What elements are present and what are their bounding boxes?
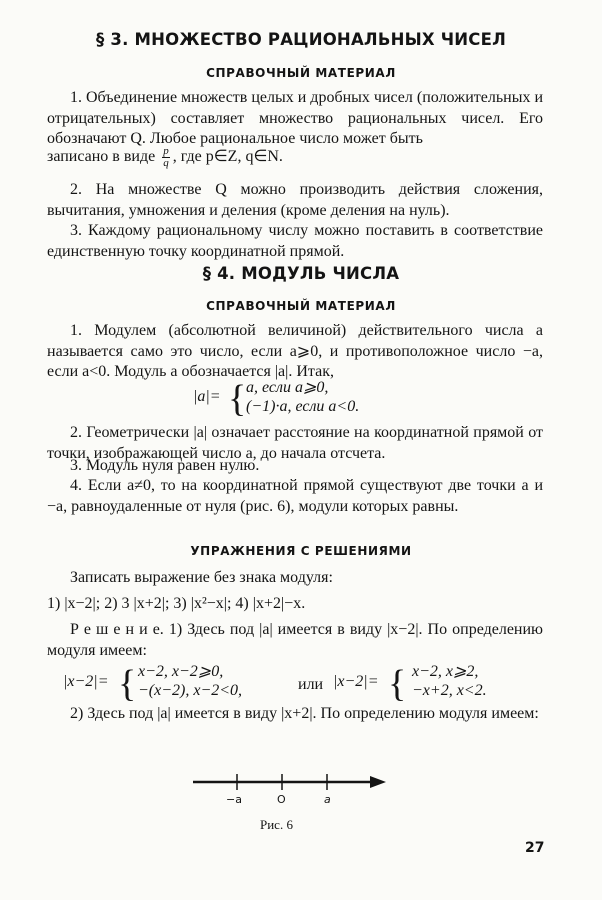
label-a: a <box>324 793 331 806</box>
exercise-task: Записать выражение без знака модуля: <box>70 569 333 586</box>
sec4-paragraph-2: 2. Геометрически |a| означает расстояние на координатной прямой от точки, изображающей число a, до начала отсчета. <box>47 424 543 462</box>
figure-caption: Рис. 6 <box>260 817 293 832</box>
frac-denominator: q <box>163 157 169 169</box>
section-4-subtitle: СПРАВОЧНЫЙ МАТЕРИАЛ <box>206 299 396 313</box>
solution-1-text: Р е ш е н и е. 1) Здесь под |a| имеется в виду |x−2|. По определению модуля имеем: <box>47 621 543 659</box>
solution-2-text: 2) Здесь под |a| имеется в виду |x+2|. По определению модуля имеем: <box>70 705 539 722</box>
sec3-paragraph-2: 2. На множестве Q можно производить действия сложения, вычитания, умножения и деления (кроме деления на нуль). <box>47 181 543 219</box>
sec3-tail-text: записано в виде <box>47 148 156 166</box>
sec4-paragraph-3: 3. Модуль нуля равен нулю. <box>70 457 260 474</box>
page-number: 27 <box>525 840 545 856</box>
sec4-paragraph-1: 1. Модулем (абсолютной величиной) действительного числа a называется само это число, если a⩾0, и противоположное число −a, если a<0. Модуль a обозначается |a|. Итак, <box>47 322 543 380</box>
sec4-paragraph-4: 4. Если a≠0, то на координатной прямой существуют две точки a и −a, равноудаленные от нуля (рис. 6), модули которых равны. <box>47 477 543 515</box>
equation-a-line-1: x−2, x−2⩾0, <box>138 663 224 680</box>
section-4-title: § 4. МОДУЛЬ ЧИСЛА <box>202 264 400 283</box>
exercise-list: 1) |x−2|; 2) 3 |x+2|; 3) |x²−x|; 4) |x+2|−x. <box>47 595 306 612</box>
sec3-tail-text-2: , где p∈Z, q∈N. <box>172 148 283 166</box>
exercises-title: УПРАЖНЕНИЯ С РЕШЕНИЯМИ <box>190 544 412 558</box>
sec3-paragraph-3: 3. Каждому рациональному числу можно поставить в соответствие единственную точку координатной прямой. <box>47 222 543 260</box>
equation-or: или <box>298 676 324 693</box>
equation-b-lhs: |x−2|= <box>333 673 379 690</box>
left-brace: { <box>228 378 247 420</box>
section-3-title: § 3. МНОЖЕСТВО РАЦИОНАЛЬНЫХ ЧИСЕЛ <box>96 30 506 49</box>
equation-a-lhs: |x−2|= <box>63 673 109 690</box>
modulus-definition-lhs: |a|= <box>193 388 221 405</box>
modulus-definition-line-2: (−1)·a, если a<0. <box>246 398 360 415</box>
sec3-paragraph-1: 1. Объединение множеств целых и дробных чисел (положительных и отрицательных) составляет множество рациональных чисел. Его обозначают Q. Любое рациональное число может быть <box>47 89 544 147</box>
equation-a-line-2: −(x−2), x−2<0, <box>138 682 243 699</box>
left-brace: { <box>388 663 407 705</box>
section-3-subtitle: СПРАВОЧНЫЙ МАТЕРИАЛ <box>206 66 396 80</box>
frac-numerator: p <box>163 145 169 157</box>
label-origin: O <box>277 793 286 806</box>
left-brace: { <box>118 663 137 705</box>
modulus-definition-line-1: a, если a⩾0, <box>246 379 329 396</box>
equation-b-line-1: x−2, x⩾2, <box>412 663 479 680</box>
label-minus-a: −a <box>226 793 242 806</box>
number-line-arrow <box>370 776 386 788</box>
equation-b-line-2: −x+2, x<2. <box>412 682 487 699</box>
